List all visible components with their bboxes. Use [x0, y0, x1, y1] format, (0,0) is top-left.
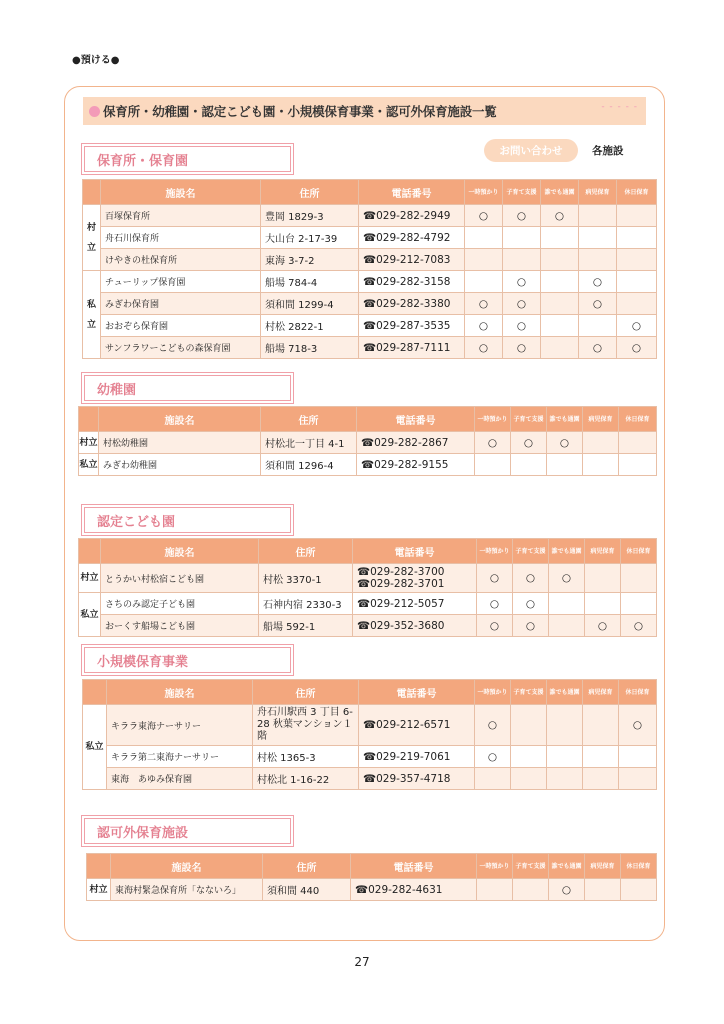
contact-button[interactable]: お問い合わせ	[484, 139, 578, 162]
service-mark	[583, 705, 619, 746]
header-name: 施設名	[107, 680, 253, 705]
kindergarten-table	[78, 406, 657, 476]
service-mark: ○	[511, 432, 547, 454]
service-mark: ○	[513, 615, 549, 637]
phone-number: ☎029-219-7061	[363, 750, 451, 763]
table-row	[83, 271, 657, 293]
service-mark: ○	[503, 337, 541, 359]
facility-phone	[353, 593, 477, 615]
service-mark	[547, 705, 583, 746]
table-row	[83, 227, 657, 249]
service-mark	[511, 705, 547, 746]
header-phone: 電話番号	[351, 854, 477, 879]
service-mark	[511, 454, 547, 476]
facility-address: 村松 1365-3	[253, 746, 359, 768]
page-banner	[83, 97, 646, 125]
table-row	[79, 564, 657, 593]
section-title-kindergarten: 幼稚園	[84, 375, 291, 401]
service-mark	[541, 293, 579, 315]
ownership-label: 私立	[83, 271, 101, 359]
service-mark	[585, 564, 621, 593]
bullet-dot-icon	[89, 106, 100, 117]
ownership-label: 私立	[79, 593, 101, 637]
facility-name: 東海 あゆみ保育園	[107, 768, 253, 790]
service-mark	[617, 227, 657, 249]
phone-number: ☎029-282-4792	[363, 231, 451, 244]
service-mark: ○	[617, 315, 657, 337]
table-header-row	[83, 680, 657, 705]
header-group-cell	[79, 407, 99, 432]
ownership-label: 村立	[87, 879, 111, 901]
service-mark: ○	[475, 746, 511, 768]
service-mark: ○	[477, 593, 513, 615]
facility-name: キララ第二東海ナーサリー	[107, 746, 253, 768]
phone-number: ☎029-287-3535	[363, 319, 451, 332]
facility-address: 石神内宿 2330-3	[259, 593, 353, 615]
header-service: 誰でも通園	[549, 854, 585, 879]
service-mark: ○	[619, 705, 657, 746]
phone-number: ☎029-282-3700	[357, 566, 445, 578]
service-mark	[617, 249, 657, 271]
service-mark	[549, 593, 585, 615]
service-mark	[585, 879, 621, 901]
header-service: 休日保育	[619, 407, 657, 432]
header-service: 一時預かり	[475, 407, 511, 432]
service-mark: ○	[621, 615, 657, 637]
ownership-label: 村立	[83, 205, 101, 271]
service-mark: ○	[475, 705, 511, 746]
service-mark: ○	[513, 564, 549, 593]
header-service: 一時預かり	[477, 539, 513, 564]
header-service: 子育て支援	[513, 539, 549, 564]
service-mark	[541, 227, 579, 249]
header-service: 子育て支援	[511, 680, 547, 705]
contact-target: 各施設	[592, 145, 624, 157]
ownership-label: 村立	[79, 432, 99, 454]
header-service: 病児保育	[585, 854, 621, 879]
header-address: 住所	[263, 854, 351, 879]
service-mark	[583, 768, 619, 790]
header-service: 子育て支援	[513, 854, 549, 879]
facility-address: 大山台 2-17-39	[261, 227, 359, 249]
service-mark: ○	[503, 271, 541, 293]
header-group-cell	[83, 180, 101, 205]
header-phone: 電話番号	[353, 539, 477, 564]
service-mark	[547, 454, 583, 476]
facility-name: 村松幼稚園	[99, 432, 261, 454]
service-mark	[541, 249, 579, 271]
service-mark	[465, 271, 503, 293]
table-row	[83, 249, 657, 271]
phone-number-secondary: ☎029-282-3701	[357, 578, 445, 590]
phone-number: ☎029-352-3680	[357, 619, 445, 632]
page-title: 保育所・幼稚園・認定こども園・小規模保育事業・認可外保育施設一覧	[103, 104, 497, 119]
section-title-nursery: 保育所・保育園	[84, 146, 291, 172]
header-service: 病児保育	[583, 407, 619, 432]
service-mark	[465, 227, 503, 249]
facility-address: 豊岡 1829-3	[261, 205, 359, 227]
facility-phone	[353, 615, 477, 637]
header-service: 休日保育	[621, 539, 657, 564]
facility-phone	[359, 249, 465, 271]
service-mark	[503, 227, 541, 249]
facility-name: チューリップ保育園	[101, 271, 261, 293]
facility-name: とうかい村松宿こども園	[101, 564, 259, 593]
header-service: 休日保育	[619, 680, 657, 705]
header-group-cell	[79, 539, 101, 564]
section-title-unlicensed: 認可外保育施設	[84, 818, 291, 844]
phone-number: ☎029-287-7111	[363, 341, 451, 354]
header-name: 施設名	[99, 407, 261, 432]
table-row	[83, 746, 657, 768]
service-mark	[547, 746, 583, 768]
table-row	[83, 705, 657, 746]
header-service: 誰でも通園	[541, 180, 579, 205]
service-mark	[475, 454, 511, 476]
header-address: 住所	[261, 180, 359, 205]
header-address: 住所	[259, 539, 353, 564]
page-number: 27	[354, 955, 370, 969]
facility-address: 船場 784-4	[261, 271, 359, 293]
facility-address: 船場 718-3	[261, 337, 359, 359]
service-mark: ○	[549, 564, 585, 593]
ownership-label: 村立	[79, 564, 101, 593]
service-mark: ○	[465, 315, 503, 337]
table-row	[83, 337, 657, 359]
facility-phone	[359, 768, 475, 790]
service-mark: ○	[579, 337, 617, 359]
phone-number: ☎029-212-7083	[363, 253, 451, 266]
service-mark: ○	[513, 593, 549, 615]
table-row	[83, 293, 657, 315]
service-mark: ○	[549, 879, 585, 901]
service-mark	[511, 768, 547, 790]
facility-phone	[357, 454, 475, 476]
service-mark	[617, 205, 657, 227]
phone-number: ☎029-282-3380	[363, 297, 451, 310]
header-address: 住所	[261, 407, 357, 432]
service-mark: ○	[503, 315, 541, 337]
banner-decoration: - - - - -	[601, 102, 638, 112]
service-mark: ○	[579, 271, 617, 293]
service-mark: ○	[477, 615, 513, 637]
facility-name: サンフラワーこどもの森保育園	[101, 337, 261, 359]
phone-number: ☎029-212-6571	[363, 719, 451, 731]
service-mark	[475, 768, 511, 790]
service-mark	[541, 337, 579, 359]
facility-name: 百塚保育所	[101, 205, 261, 227]
facility-name: みぎわ幼稚園	[99, 454, 261, 476]
service-mark	[465, 249, 503, 271]
service-mark: ○	[465, 293, 503, 315]
service-mark: ○	[547, 432, 583, 454]
service-mark	[511, 746, 547, 768]
table-row	[79, 432, 657, 454]
unlicensed-table	[86, 853, 657, 901]
service-mark: ○	[585, 615, 621, 637]
facility-address: 村松 2822-1	[261, 315, 359, 337]
header-service: 病児保育	[579, 180, 617, 205]
facility-address: 東海 3-7-2	[261, 249, 359, 271]
facility-address: 船場 592-1	[259, 615, 353, 637]
facility-phone	[353, 564, 477, 593]
service-mark	[621, 564, 657, 593]
service-mark	[579, 205, 617, 227]
header-name: 施設名	[101, 539, 259, 564]
header-service: 一時預かり	[465, 180, 503, 205]
facility-phone	[359, 205, 465, 227]
facility-address: 舟石川駅西 3 丁目 6-28 秋葉マンション１階	[253, 705, 359, 746]
facility-phone	[359, 293, 465, 315]
service-mark: ○	[465, 205, 503, 227]
ownership-label: 私立	[79, 454, 99, 476]
facility-address: 須和間 440	[263, 879, 351, 901]
facility-address: 村松北一丁目 4-1	[261, 432, 357, 454]
table-header-row	[79, 407, 657, 432]
service-mark	[579, 227, 617, 249]
service-mark: ○	[477, 564, 513, 593]
facility-address: 村松北 1-16-22	[253, 768, 359, 790]
facility-name: おおぞら保育園	[101, 315, 261, 337]
header-service: 病児保育	[585, 539, 621, 564]
table-row	[83, 205, 657, 227]
header-service: 一時預かり	[477, 854, 513, 879]
header-phone: 電話番号	[359, 180, 465, 205]
facility-phone	[359, 315, 465, 337]
table-header-row	[83, 180, 657, 205]
header-service: 誰でも通園	[549, 539, 585, 564]
service-mark	[547, 768, 583, 790]
header-service: 誰でも通園	[547, 680, 583, 705]
header-service: 病児保育	[583, 680, 619, 705]
service-mark	[579, 315, 617, 337]
facility-name: 舟石川保育所	[101, 227, 261, 249]
service-mark: ○	[503, 293, 541, 315]
facility-phone	[359, 746, 475, 768]
service-mark	[503, 249, 541, 271]
facility-name: さちのみ認定子ども園	[101, 593, 259, 615]
facility-phone	[357, 432, 475, 454]
service-mark	[541, 315, 579, 337]
header-service: 休日保育	[617, 180, 657, 205]
table-row	[79, 593, 657, 615]
service-mark	[541, 271, 579, 293]
header-service: 子育て支援	[503, 180, 541, 205]
service-mark	[621, 879, 657, 901]
service-mark	[513, 879, 549, 901]
service-mark: ○	[617, 337, 657, 359]
facility-address: 村松 3370-1	[259, 564, 353, 593]
table-row	[83, 768, 657, 790]
phone-number: ☎029-282-2867	[361, 436, 449, 449]
section-title-small: 小規模保育事業	[84, 647, 291, 673]
facility-name: けやきの杜保育所	[101, 249, 261, 271]
phone-number: ☎029-282-3158	[363, 275, 451, 288]
table-header-row	[87, 854, 657, 879]
facility-phone	[359, 227, 465, 249]
service-mark	[619, 454, 657, 476]
phone-number: ☎029-357-4718	[363, 772, 451, 785]
service-mark: ○	[475, 432, 511, 454]
facility-name: キララ東海ナーサリー	[107, 705, 253, 746]
nursery-table	[82, 179, 657, 359]
service-mark	[617, 271, 657, 293]
kodomoen-table	[78, 538, 657, 637]
service-mark: ○	[465, 337, 503, 359]
table-header-row	[79, 539, 657, 564]
header-name: 施設名	[101, 180, 261, 205]
header-service: 一時預かり	[475, 680, 511, 705]
facility-phone	[359, 271, 465, 293]
page-category-label: ●預ける●	[72, 55, 120, 66]
service-mark	[579, 249, 617, 271]
header-phone: 電話番号	[359, 680, 475, 705]
table-row	[79, 454, 657, 476]
facility-phone	[359, 705, 475, 746]
service-mark: ○	[579, 293, 617, 315]
service-mark	[583, 746, 619, 768]
small-table	[82, 679, 657, 790]
service-mark	[477, 879, 513, 901]
service-mark	[585, 593, 621, 615]
header-group-cell	[83, 680, 107, 705]
section-title-kodomoen: 認定こども園	[84, 507, 291, 533]
phone-number: ☎029-282-2949	[363, 209, 451, 222]
header-name: 施設名	[111, 854, 263, 879]
header-address: 住所	[253, 680, 359, 705]
service-mark	[617, 293, 657, 315]
service-mark	[583, 454, 619, 476]
service-mark	[619, 432, 657, 454]
table-row	[83, 315, 657, 337]
service-mark	[583, 432, 619, 454]
header-service: 誰でも通園	[547, 407, 583, 432]
service-mark	[549, 615, 585, 637]
facility-address: 須和間 1299-4	[261, 293, 359, 315]
ownership-label: 私立	[83, 705, 107, 790]
service-mark	[621, 593, 657, 615]
header-group-cell	[87, 854, 111, 879]
phone-number: ☎029-282-4631	[355, 883, 443, 896]
table-row	[87, 879, 657, 901]
facility-name: おーくす船場こども園	[101, 615, 259, 637]
facility-name: 東海村緊急保育所「なないろ」	[111, 879, 263, 901]
facility-phone	[359, 337, 465, 359]
facility-name: みぎわ保育園	[101, 293, 261, 315]
header-service: 子育て支援	[511, 407, 547, 432]
facility-address: 須和間 1296-4	[261, 454, 357, 476]
phone-number: ☎029-212-5057	[357, 597, 445, 610]
service-mark	[619, 768, 657, 790]
service-mark	[619, 746, 657, 768]
service-mark: ○	[503, 205, 541, 227]
table-row	[79, 615, 657, 637]
phone-number: ☎029-282-9155	[361, 458, 449, 471]
facility-phone	[351, 879, 477, 901]
header-phone: 電話番号	[357, 407, 475, 432]
service-mark: ○	[541, 205, 579, 227]
header-service: 休日保育	[621, 854, 657, 879]
